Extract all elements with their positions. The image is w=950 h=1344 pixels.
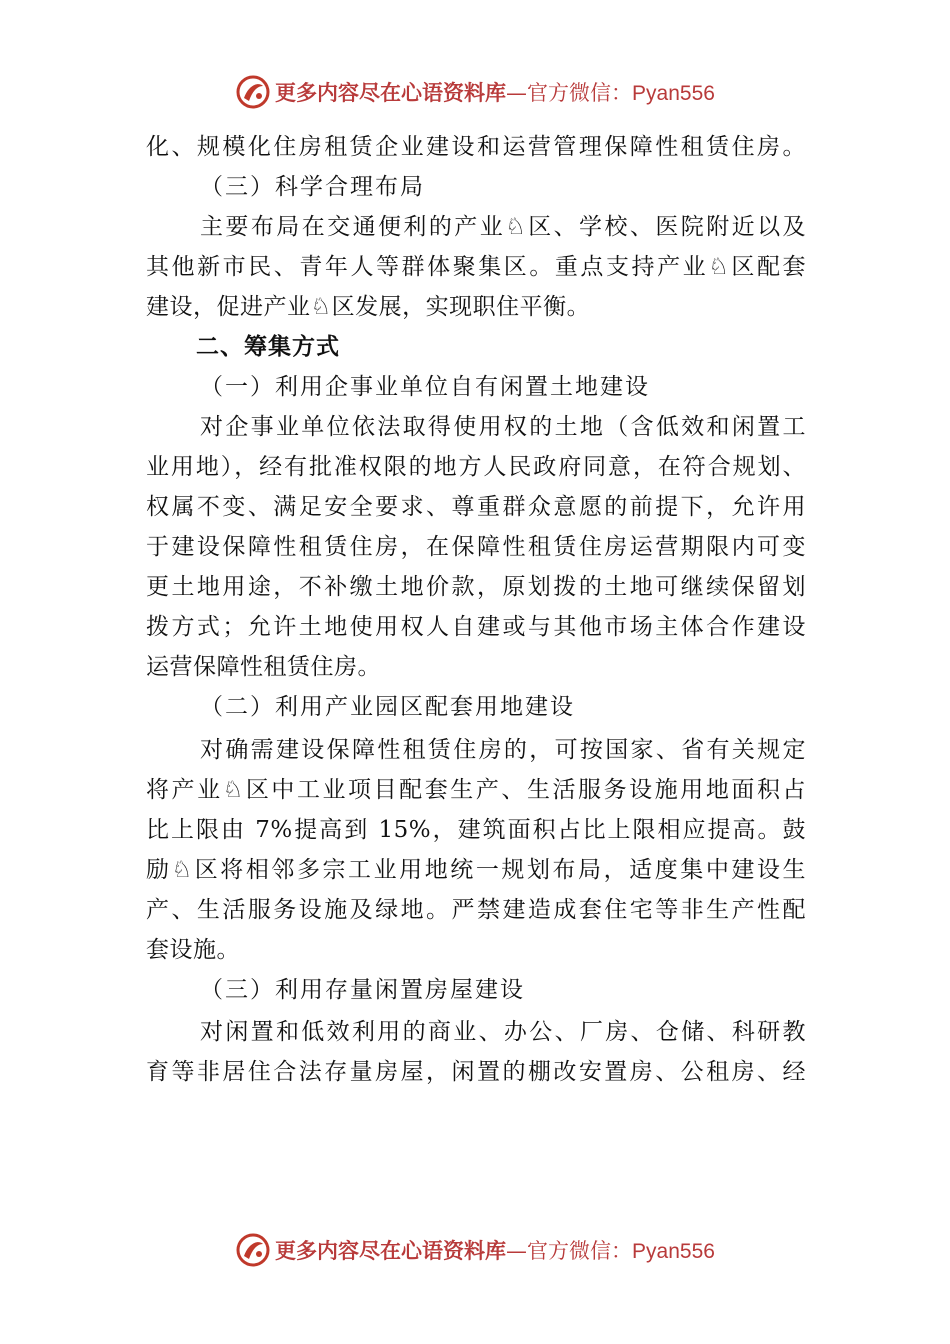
body-line: 将产业♘区中工业项目配套生产、生活服务设施用地面积占 [146, 777, 806, 803]
section-heading: （二）利用产业园区配套用地建设 [200, 694, 575, 720]
section-heading: （三）利用存量闲置房屋建设 [200, 977, 525, 1003]
banner-suffix: 官方微信： [527, 81, 633, 105]
body-line: 励♘区将相邻多宗工业用地统一规划布局，适度集中建设生 [146, 857, 806, 883]
body-line: 运营保障性租赁住房。 [146, 654, 381, 680]
section-heading: （三）科学合理布局 [200, 174, 425, 200]
brand-logo-icon [235, 74, 271, 110]
chapter-heading: 二、筹集方式 [196, 334, 340, 360]
body-line: 对确需建设保障性租赁住房的，可按国家、省有关规定 [200, 737, 806, 763]
brand-logo-icon [235, 1232, 271, 1268]
banner-main: 更多内容尽在心语资料库 [275, 81, 507, 105]
body-line: 对企事业单位依法取得使用权的土地（含低效和闲置工 [200, 414, 806, 440]
body-line: 化、规模化住房租赁企业建设和运营管理保障性租赁住房。 [146, 134, 806, 160]
body-line: 建设，促进产业♘区发展，实现职住平衡。 [146, 294, 591, 320]
banner-suffix: 官方微信： [527, 1239, 633, 1263]
body-line: 套设施。 [146, 937, 240, 963]
banner-main: 更多内容尽在心语资料库 [275, 1239, 507, 1263]
body-line: 权属不变、满足安全要求、尊重群众意愿的前提下，允许用 [146, 494, 806, 520]
body-line: 产、生活服务设施及绿地。严禁建造成套住宅等非生产性配 [146, 897, 806, 923]
banner-text [275, 77, 715, 107]
body-line: 业用地），经有批准权限的地方人民政府同意，在符合规划、 [146, 454, 806, 480]
banner-text [275, 1235, 715, 1265]
body-line: 更土地用途，不补缴土地价款，原划拨的土地可继续保留划 [146, 574, 806, 600]
header-banner [0, 70, 950, 114]
body-line: 主要布局在交通便利的产业♘区、学校、医院附近以及 [200, 214, 806, 240]
footer-banner [0, 1228, 950, 1272]
body-line: 对闲置和低效利用的商业、办公、厂房、仓储、科研教 [200, 1019, 806, 1045]
body-line: 比上限由 7%提高到 15%，建筑面积占比上限相应提高。鼓 [146, 817, 806, 843]
banner-id: Pyan556 [632, 1240, 715, 1263]
body-line: 拨方式；允许土地使用权人自建或与其他市场主体合作建设 [146, 614, 806, 640]
banner-id: Pyan556 [632, 82, 715, 105]
section-heading: （一）利用企事业单位自有闲置土地建设 [200, 374, 650, 400]
body-line: 于建设保障性租赁住房，在保障性租赁住房运营期限内可变 [146, 534, 806, 560]
body-line: 其他新市民、青年人等群体聚集区。重点支持产业♘区配套 [146, 254, 806, 280]
banner-dash: — [506, 81, 528, 105]
banner-dash: — [506, 1239, 528, 1263]
body-line: 育等非居住合法存量房屋，闲置的棚改安置房、公租房、经 [146, 1059, 806, 1085]
